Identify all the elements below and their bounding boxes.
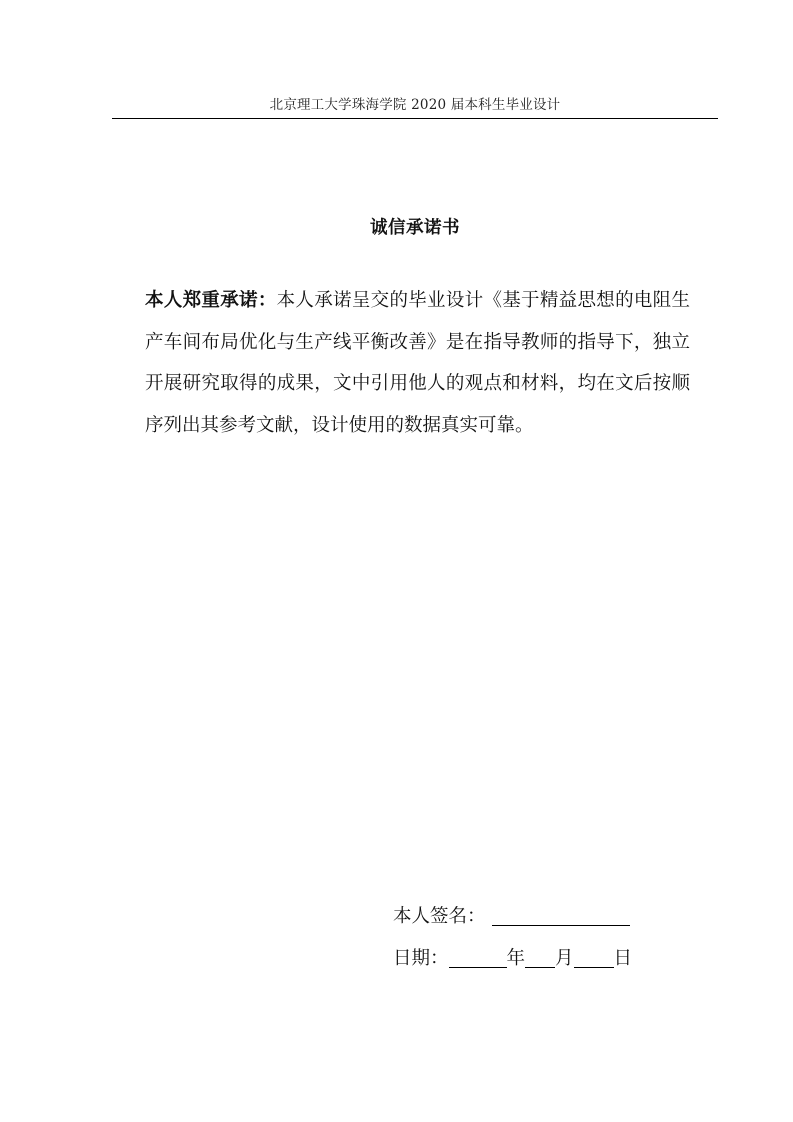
year-label: 年 <box>506 948 526 969</box>
day-blank[interactable] <box>574 947 614 968</box>
signature-blank[interactable] <box>492 905 630 926</box>
month-label: 月 <box>555 948 574 969</box>
pledge-lead: 本人郑重承诺： <box>145 290 277 311</box>
month-blank[interactable] <box>525 947 555 968</box>
header-divider <box>112 118 718 119</box>
signature-row <box>393 902 630 928</box>
document-title: 诚信承诺书 <box>370 218 460 238</box>
date-row <box>393 944 632 970</box>
date-label: 日期： <box>393 948 449 969</box>
pledge-paragraph <box>145 280 690 446</box>
day-label: 日 <box>613 948 633 969</box>
signature-label: 本人签名： <box>393 906 486 927</box>
year-blank[interactable] <box>449 947 507 968</box>
pledge-body: 本人承诺呈交的毕业设计《基于精益思想的电阻生产车间布局优化与生产线平衡改善》是在指导教师的指导下，独立开展研究取得的成果，文中引用他人的观点和材料，均在文后按顺序列出其参考文献，设计使用的数据真实可靠。 <box>145 290 690 436</box>
page-header: 北京理工大学珠海学院 2020 届本科生毕业设计 <box>269 97 561 113</box>
